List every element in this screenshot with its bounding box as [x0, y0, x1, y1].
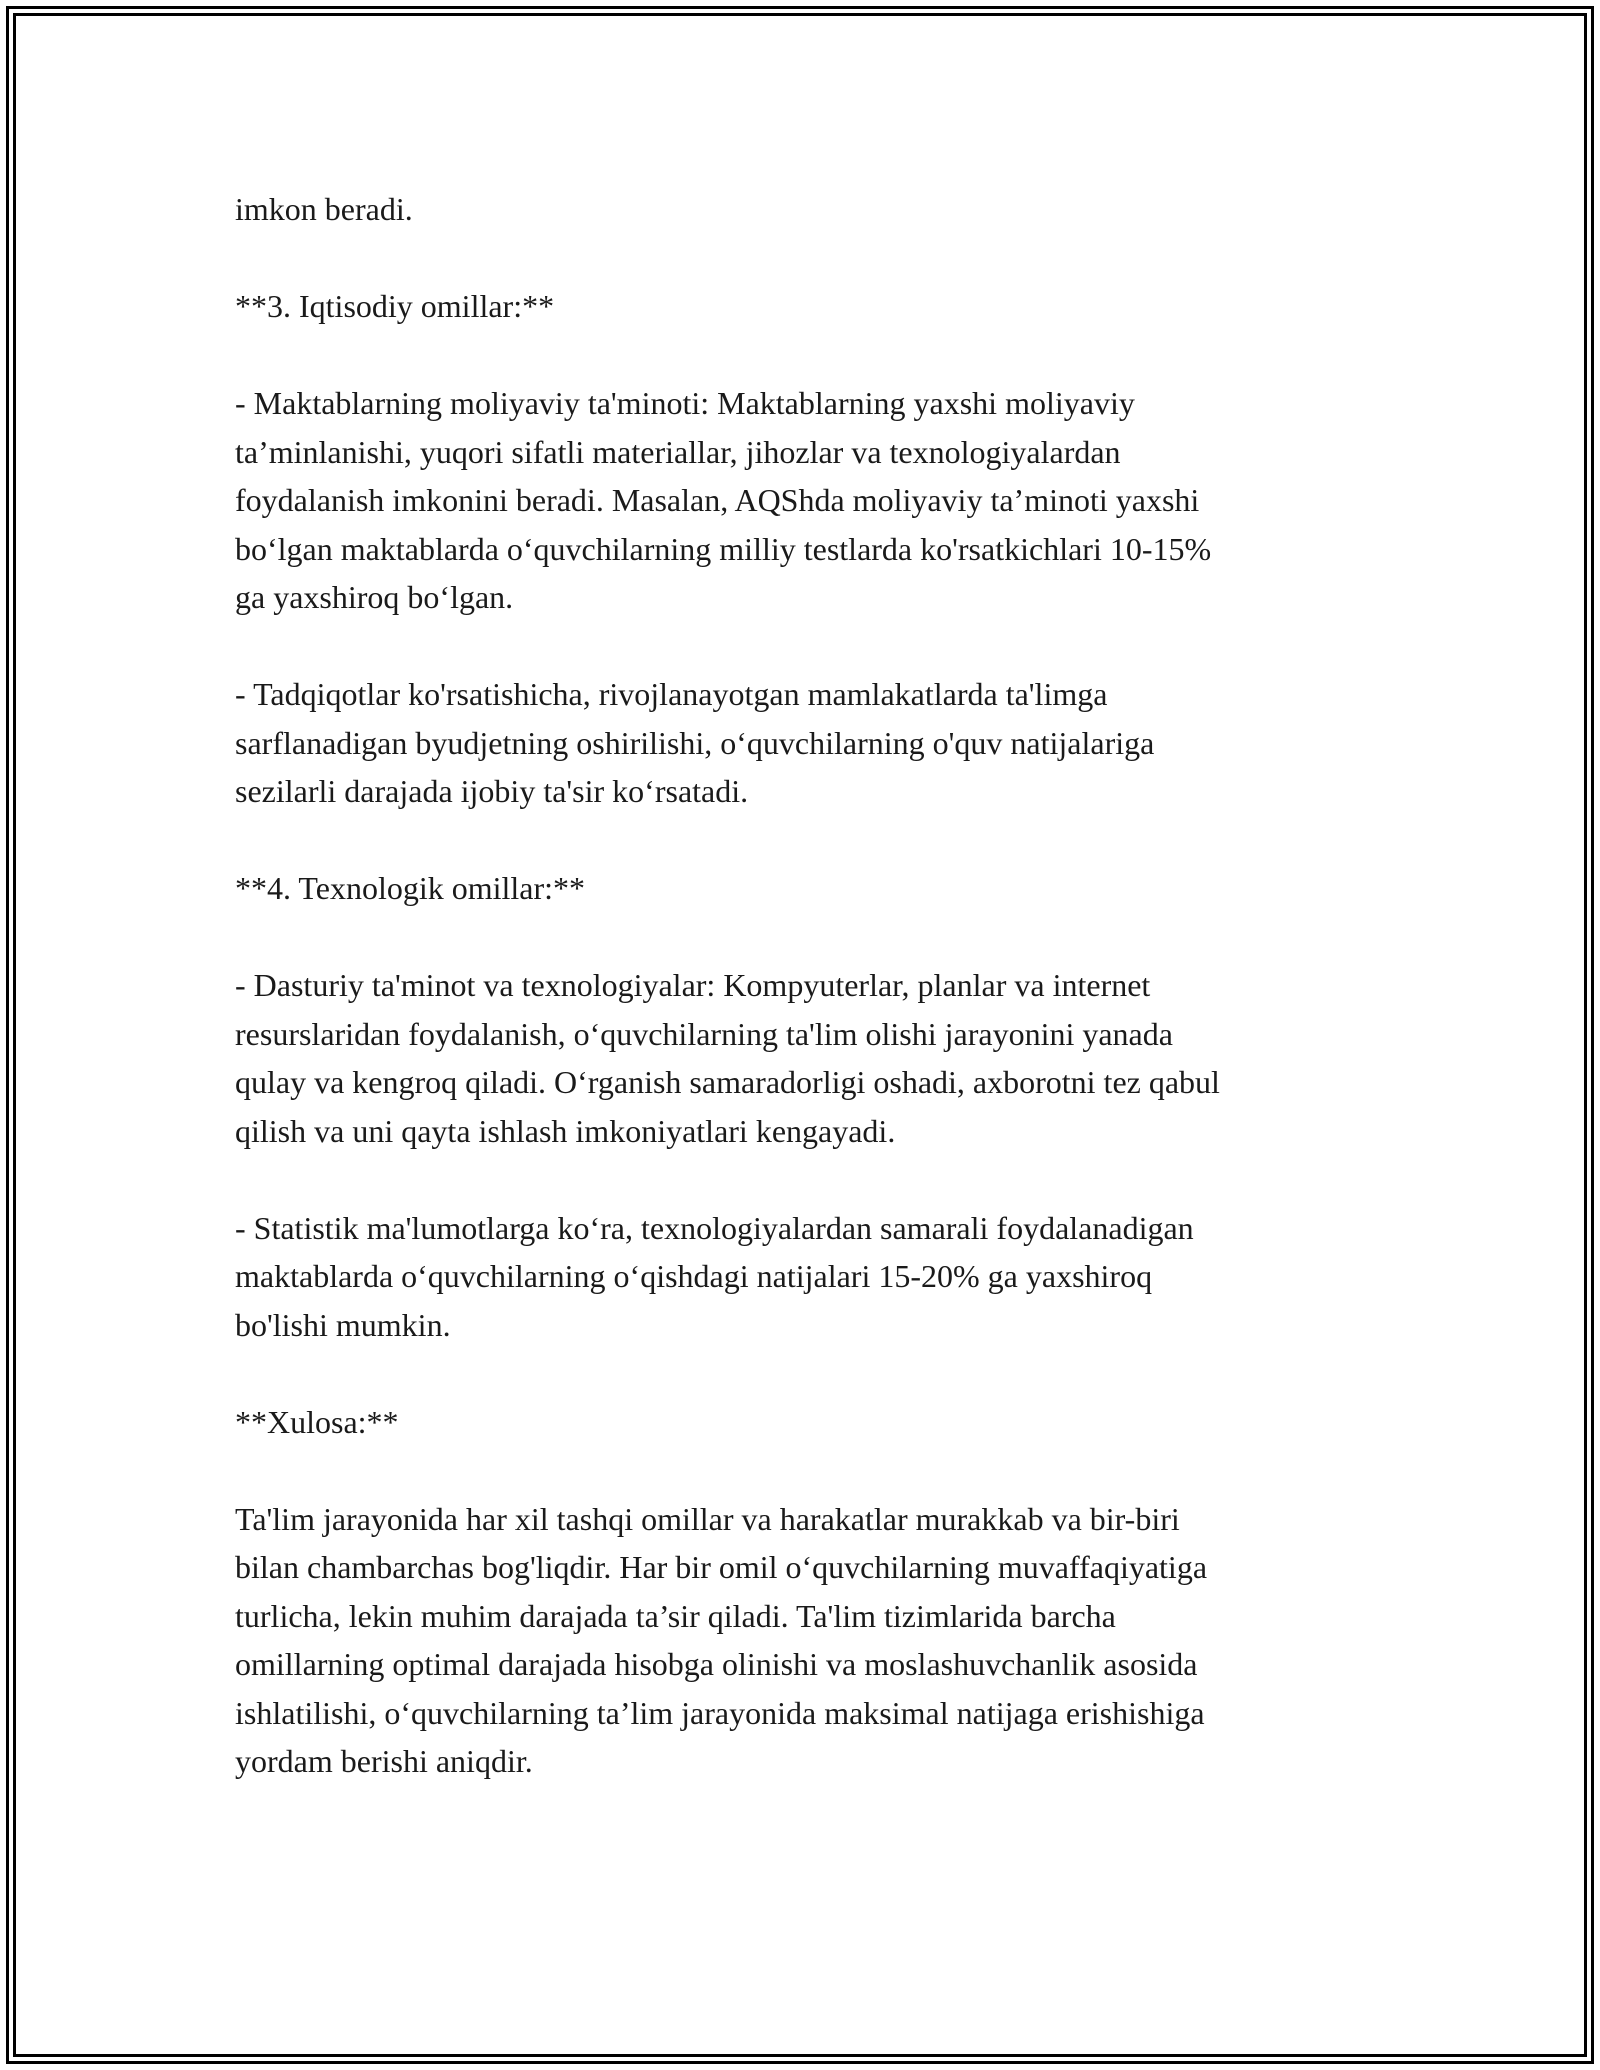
heading-conclusion: **Xulosa:** [235, 1403, 399, 1440]
paragraph-statistics: - Statistik ma'lumotlarga ko‘ra, texnologiyalardan samarali foydalanadigan maktablarda o‘quvchilarning o‘qishdagi natijalari 15-20% ga yaxshiroq bo'lishi mumkin. [235, 1209, 1194, 1343]
paragraph-software-technology: - Dasturiy ta'minot va texnologiyalar: Kompyuterlar, planlar va internet resurslaridan foydalanish, o‘quvchilarning ta'lim olishi jarayonini yanada qulay va kengroq qiladi. O‘rganish samaradorligi oshadi, axborotni tez qabul qilish va uni qayta ishlash imkoniyatlari kengayadi. [235, 967, 1220, 1149]
paragraph-research-budget: - Tadqiqotlar ko'rsatishicha, rivojlanayotgan mamlakatlarda ta'limga sarflanadigan byudjetning oshirilishi, o‘quvchilarning o'quv natijalariga sezilarli darajada ijobiy ta'sir ko‘rsatadi. [235, 676, 1155, 809]
heading-technological-factors: **4. Texnologik omillar:** [235, 870, 586, 906]
document-body [235, 185, 1375, 1834]
paragraph-conclusion: Ta'lim jarayonida har xil tashqi omillar va harakatlar murakkab va bir-biri bilan chambarchas bog'liqdir. Har bir omil o‘quvchilarning muvaffaqiyatiga turlicha, lekin muhim darajada ta’sir qiladi. Ta'lim tizimlarida barcha omillarning optimal darajada hisobga olinishi va moslashuvchanlik asosida ishlatilishi, o‘quvchilarning ta’lim jarayonida maksimal natijaga erishishiga yordam berishi aniqdir. [235, 1500, 1208, 1779]
paragraph-continuation: imkon beradi. [235, 191, 413, 227]
heading-economic-factors: **3. Iqtisodiy omillar:** [235, 288, 555, 324]
paragraph-school-funding: - Maktablarning moliyaviy ta'minoti: Maktablarning yaxshi moliyaviy ta’minlanishi, yuqori sifatli materiallar, jihozlar va texnologiyalardan foydalanish imkonini beradi. Masalan, AQShda moliyaviy ta’minoti yaxshi bo‘lgan maktablarda o‘quvchilarning milliy testlarda ko'rsatkichlari 10-15% ga yaxshiroq bo‘lgan. [235, 385, 1212, 615]
